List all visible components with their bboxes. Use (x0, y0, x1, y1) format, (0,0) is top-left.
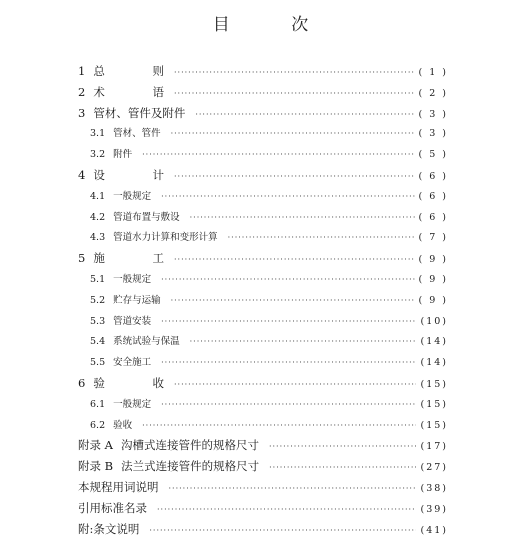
toc-leader-dots (142, 421, 416, 430)
toc-entry[interactable] (78, 271, 448, 292)
toc-entry-number: 3.1 (90, 128, 106, 140)
toc-entry-number: 3 (78, 105, 86, 120)
toc-leader-dots (161, 317, 416, 326)
toc-entry[interactable] (78, 105, 448, 126)
toc-entry-title: 引用标准名录 (78, 500, 147, 515)
toc-entry[interactable] (78, 125, 448, 146)
toc-leader-dots (190, 213, 415, 222)
toc-entry-title: 设 计 (93, 167, 186, 182)
toc-entry-title: 附件 (113, 149, 133, 161)
toc-entry[interactable] (78, 167, 448, 188)
toc-leader-dots (174, 380, 417, 389)
toc-entry-number: 5.2 (90, 294, 106, 306)
toc-entry-page: ( 3 ) (418, 128, 448, 140)
toc-leader-dots (171, 296, 415, 305)
toc-leader-dots (157, 505, 416, 514)
table-of-contents (78, 63, 448, 541)
toc-entry-page: ( 6 ) (418, 211, 448, 223)
toc-leader-dots (142, 150, 414, 159)
toc-entry[interactable] (78, 375, 448, 396)
toc-leader-dots (161, 358, 416, 367)
toc-entry-title: 施 工 (93, 251, 186, 266)
toc-entry-number: 6.1 (90, 398, 106, 410)
toc-entry-number: 4.3 (90, 232, 106, 244)
toc-entry[interactable] (78, 292, 448, 313)
toc-entry[interactable] (78, 146, 448, 167)
toc-entry-number: 4.2 (90, 211, 106, 223)
toc-leader-dots (161, 275, 414, 284)
toc-entry-title: 管材、管件 (113, 128, 161, 140)
toc-leader-dots (174, 172, 415, 181)
toc-entry-page: ( 9 ) (418, 273, 448, 285)
toc-entry[interactable] (78, 458, 448, 479)
toc-entry-title: 法兰式连接管件的规格尺寸 (121, 459, 260, 474)
toc-entry[interactable] (78, 250, 448, 271)
toc-entry-title: 一般规定 (113, 398, 152, 410)
toc-entry-number: 5 (78, 251, 86, 266)
toc-entry-title: 一般规定 (113, 190, 152, 202)
toc-entry[interactable] (78, 209, 448, 230)
toc-entry-number: 附录 B (78, 459, 114, 474)
page-title: 目 次 (212, 15, 337, 35)
toc-entry-title: 术 语 (93, 84, 186, 99)
toc-entry-page: (15) (420, 398, 448, 410)
toc-leader-dots (174, 89, 415, 98)
toc-entry-number: 5.4 (90, 336, 106, 348)
toc-entry-title: 附:条文说明 (78, 521, 140, 536)
toc-leader-dots (169, 484, 417, 493)
toc-entry-page: (17) (420, 441, 448, 453)
toc-entry-title: 管材、管件及附件 (93, 105, 186, 120)
toc-entry[interactable] (78, 417, 448, 438)
toc-entry-page: (41) (420, 524, 448, 536)
toc-entry-number: 2 (78, 84, 86, 99)
toc-entry-number: 附录 A (78, 438, 113, 453)
toc-entry-title: 管道布置与敷设 (113, 211, 180, 223)
toc-entry-page: (15) (420, 378, 448, 390)
toc-entry-page: ( 1 ) (418, 67, 448, 78)
toc-entry[interactable] (78, 63, 448, 84)
toc-entry-page: ( 9 ) (418, 294, 448, 306)
toc-entry-title: 本规程用词说明 (78, 479, 159, 494)
toc-entry-page: (15) (420, 419, 448, 431)
toc-entry[interactable] (78, 437, 448, 458)
toc-entry-page: ( 7 ) (418, 232, 448, 244)
toc-entry-page: (14) (420, 336, 448, 348)
toc-entry-page: ( 6 ) (418, 190, 448, 202)
toc-entry-number: 1 (78, 64, 86, 78)
toc-entry[interactable] (78, 333, 448, 354)
toc-leader-dots (149, 526, 416, 535)
toc-leader-dots (269, 463, 416, 472)
toc-entry[interactable] (78, 479, 448, 500)
toc-entry-title: 验 收 (93, 375, 186, 390)
toc-leader-dots (190, 337, 417, 346)
toc-entry[interactable] (78, 229, 448, 250)
toc-entry-title: 一般规定 (113, 273, 152, 285)
toc-entry-number: 6.2 (90, 419, 106, 431)
toc-entry-page: ( 3 ) (418, 108, 448, 120)
toc-entry[interactable] (78, 521, 448, 542)
toc-entry-number: 5.3 (90, 315, 106, 327)
toc-entry-title: 管道安装 (113, 315, 152, 327)
toc-entry-title: 系统试验与保温 (113, 336, 180, 348)
toc-entry-title: 沟槽式连接管件的规格尺寸 (120, 438, 259, 453)
toc-leader-dots (174, 255, 415, 264)
toc-entry[interactable] (78, 354, 448, 375)
toc-entry-page: (39) (420, 503, 448, 515)
toc-leader-dots (161, 400, 416, 409)
toc-entry-page: ( 9 ) (418, 254, 448, 266)
toc-entry-title: 验收 (113, 419, 133, 431)
toc-entry-page: ( 2 ) (418, 87, 448, 99)
toc-leader-dots (269, 442, 417, 451)
toc-leader-dots (171, 129, 415, 138)
toc-entry-page: ( 5 ) (418, 149, 448, 161)
toc-entry-number: 3.2 (90, 149, 106, 161)
toc-leader-dots (228, 233, 415, 242)
toc-entry-page: (14) (420, 357, 448, 369)
toc-entry-page: (10) (420, 315, 448, 327)
toc-entry-number: 4 (78, 167, 86, 182)
toc-leader-dots (161, 192, 414, 201)
toc-entry[interactable] (78, 188, 448, 209)
toc-entry-page: ( 6 ) (418, 170, 448, 182)
toc-leader-dots (195, 110, 414, 119)
toc-entry-number: 4.1 (90, 190, 106, 202)
toc-entry[interactable] (78, 313, 448, 334)
toc-entry-page: (38) (420, 482, 448, 494)
toc-entry-title: 安全施工 (113, 357, 152, 369)
toc-entry-title: 管道水力计算和变形计算 (113, 232, 218, 244)
toc-entry[interactable] (78, 396, 448, 417)
toc-entry-number: 5.5 (90, 357, 106, 369)
toc-entry-number: 5.1 (90, 273, 106, 285)
toc-entry-title: 总 则 (93, 64, 186, 78)
toc-entry-title: 贮存与运输 (113, 294, 161, 306)
toc-entry-number: 6 (78, 375, 86, 390)
toc-entry[interactable] (78, 84, 448, 105)
toc-leader-dots (174, 68, 415, 77)
toc-entry-page: (27) (420, 462, 448, 474)
toc-entry[interactable] (78, 500, 448, 521)
